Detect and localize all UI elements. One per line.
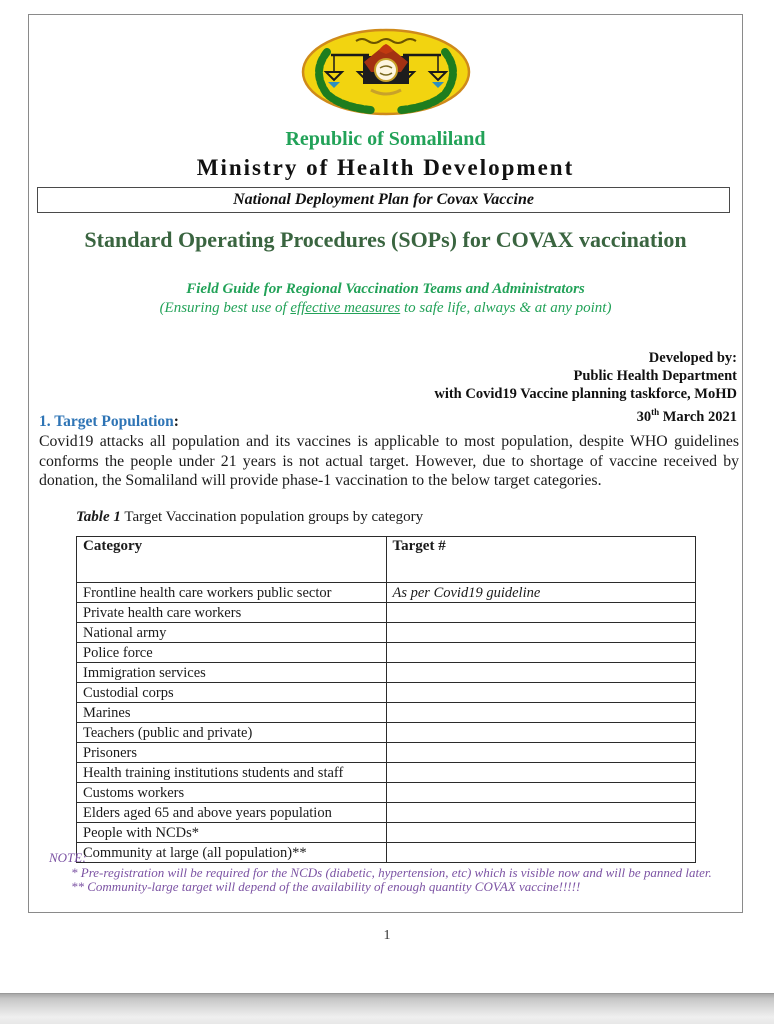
note-label: NOTE: xyxy=(49,850,87,865)
cell-target xyxy=(386,703,696,723)
ensuring-underlined: effective measures xyxy=(290,300,401,316)
cell-target xyxy=(386,623,696,643)
republic-title: Republic of Somaliland xyxy=(285,128,486,150)
window-bottom-edge xyxy=(0,993,774,1024)
table-row xyxy=(77,823,696,843)
section-heading-target-population xyxy=(39,413,179,431)
cell-category: Health training institutions students and staff xyxy=(77,763,387,783)
cell-category: Immigration services xyxy=(77,663,387,683)
developed-by-taskforce: with Covid19 Vaccine planning taskforce, MoHD xyxy=(434,386,737,402)
cell-target xyxy=(386,683,696,703)
table-header-row xyxy=(77,537,696,583)
cell-category: Community at large (all population)** xyxy=(77,843,387,863)
table-row xyxy=(77,663,696,683)
column-header-target: Target # xyxy=(386,537,696,583)
ensuring-subtitle xyxy=(29,300,742,317)
table-caption xyxy=(76,509,423,526)
cell-category: Private health care workers xyxy=(77,603,387,623)
document-title: Standard Operating Procedures (SOPs) for COVAX vaccination xyxy=(84,227,687,252)
target-population-paragraph: Covid19 attacks all population and its vaccines is applicable to most population, despite WHO guidelines conforms the people under 21 years is not actual target. However, due to shortage of vaccine received by donation, the Somaliland will provide phase-1 vaccination to the below target categories. xyxy=(39,433,739,489)
page-border-frame xyxy=(28,14,743,913)
ensuring-suffix: to safe life, always & at any point) xyxy=(400,300,612,316)
note-item-ncds: * Pre-registration will be required for the NCDs (diabetic, hypertension, etc) which is visible now and will be panned later. xyxy=(71,864,712,880)
table-row xyxy=(77,763,696,783)
field-guide-subtitle: Field Guide for Regional Vaccination Teams and Administrators xyxy=(186,281,585,297)
table-row xyxy=(77,643,696,663)
cell-target: As per Covid19 guideline xyxy=(386,583,696,603)
cell-target xyxy=(386,663,696,683)
section-heading-text: 1. Target Population xyxy=(39,413,174,430)
table-caption-text: Target Vaccination population groups by category xyxy=(120,509,424,525)
somaliland-emblem-svg xyxy=(301,28,471,116)
table-row xyxy=(77,783,696,803)
cell-category: Customs workers xyxy=(77,783,387,803)
table-row xyxy=(77,803,696,823)
table-row xyxy=(77,623,696,643)
cell-target xyxy=(386,823,696,843)
cell-category: National army xyxy=(77,623,387,643)
cell-category: Prisoners xyxy=(77,743,387,763)
cell-category: Teachers (public and private) xyxy=(77,723,387,743)
cell-target xyxy=(386,803,696,823)
section-heading-colon: : xyxy=(173,413,179,430)
cell-category: People with NCDs* xyxy=(77,823,387,843)
developed-by-block xyxy=(299,349,737,426)
cell-category: Police force xyxy=(77,643,387,663)
page-number: 1 xyxy=(383,928,391,943)
table-row xyxy=(77,723,696,743)
developed-by-dept: Public Health Department xyxy=(573,368,737,384)
cell-category: Elders aged 65 and above years population xyxy=(77,803,387,823)
table-row xyxy=(77,743,696,763)
table-caption-label: Table 1 xyxy=(76,509,121,525)
cell-target xyxy=(386,723,696,743)
deployment-plan-banner-text: National Deployment Plan for Covax Vaccine xyxy=(233,191,534,208)
cell-target xyxy=(386,763,696,783)
cell-target xyxy=(386,643,696,663)
table-row xyxy=(77,603,696,623)
developed-by-label: Developed by: xyxy=(648,350,737,366)
date-rest: March 2021 xyxy=(659,408,737,425)
deployment-plan-banner xyxy=(37,187,730,213)
ministry-title: Ministry of Health Development xyxy=(196,155,575,180)
column-header-category: Category xyxy=(77,537,387,583)
cell-category: Frontline health care workers public sector xyxy=(77,583,387,603)
table-row xyxy=(77,683,696,703)
note-item-community: ** Community-large target will depend of the availability of enough quantity COVAX vaccine!!!!! xyxy=(71,879,581,894)
date-day: 30 xyxy=(636,408,652,425)
somaliland-emblem-icon xyxy=(301,28,471,116)
developed-by-date xyxy=(299,403,737,426)
cell-category: Custodial corps xyxy=(77,683,387,703)
note-block xyxy=(49,851,737,895)
table-row xyxy=(77,703,696,723)
target-population-table xyxy=(76,536,696,863)
cell-target xyxy=(386,603,696,623)
cell-target xyxy=(386,743,696,763)
cell-category: Marines xyxy=(77,703,387,723)
cell-target xyxy=(386,783,696,803)
table-row xyxy=(77,583,696,603)
date-ordinal: th xyxy=(651,407,660,417)
ensuring-prefix: (Ensuring best use of xyxy=(159,300,291,316)
